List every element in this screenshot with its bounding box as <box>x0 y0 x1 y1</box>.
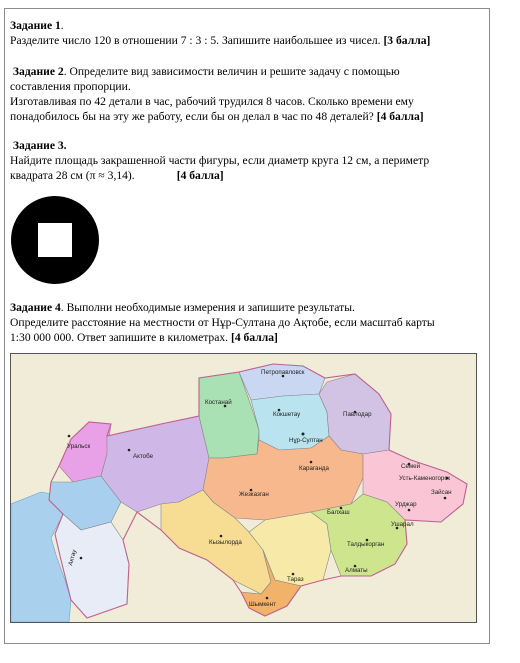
city-aktau: Актау <box>67 548 79 567</box>
city-taldykorgan: Талдыкорган <box>347 541 385 548</box>
city-almaty: Алматы <box>345 567 368 574</box>
task1-block: Задание 1. Разделите число 120 в отношении 7 : 3 : 5. Запишите наибольшее из чисел. [3 балла] <box>10 19 431 47</box>
city-dot <box>220 535 223 538</box>
task4-points: [4 балла] <box>230 331 278 344</box>
map-svg <box>11 354 476 622</box>
task2-block <box>10 64 490 124</box>
task1-heading: Задание 1 <box>10 19 61 32</box>
task3-points: [4 балла] <box>176 169 224 182</box>
city-kostanay: Костанай <box>205 399 232 406</box>
city-nursultan: Нұр-Султан <box>289 437 323 444</box>
task1-points: [3 балла] <box>383 34 431 47</box>
task2-line2: составления пропорции. <box>10 80 131 93</box>
city-pavlodar: Павлодар <box>343 411 372 418</box>
task4-line3: 1:30 000 000. Ответ запишите в километрах. <box>10 331 231 344</box>
task3-block <box>10 138 490 183</box>
city-dot <box>408 509 411 512</box>
city-dot <box>310 461 313 464</box>
task4-line1: . Выполни необходимые измерения и запишите результаты. <box>60 301 355 314</box>
task3-line1: Найдите площадь закрашенной части фигуры, если диаметр круга 12 см, а периметр <box>10 154 430 167</box>
city-urdzhar: Урджар <box>395 501 417 508</box>
city-karaganda: Караганда <box>299 465 329 472</box>
city-usharal: Ушарал <box>391 521 414 528</box>
task2-points: [4 балла] <box>376 110 424 123</box>
city-aktobe: Актобе <box>133 453 154 460</box>
task4-line2: Определите расстояние на местности от Нұр-Султана до Ақтобе, если масштаб карты <box>10 316 435 329</box>
city-zaysan: Зайсан <box>431 489 452 496</box>
kazakhstan-map <box>10 353 477 623</box>
city-kyzylorda: Кызылорда <box>209 539 242 546</box>
task2-line3: Изготавливая по 42 детали в час, рабочий трудился 8 часов. Сколько времени ему <box>10 95 414 108</box>
city-dot <box>444 497 447 500</box>
square-hole <box>38 223 72 257</box>
task2-line4: понадобилось бы на эту же работу, если бы он делал в час по 48 деталей? <box>10 110 377 123</box>
task1-text: Разделите число 120 в отношении 7 : 3 : 5. Запишите наибольшее из чисел. <box>10 34 384 47</box>
city-uralsk: Уральск <box>67 443 91 450</box>
city-balkhash: Балхаш <box>327 509 350 516</box>
circle-with-square-figure <box>10 195 100 285</box>
city-dot <box>68 435 71 438</box>
city-zhezkazgan: Жезказган <box>239 491 269 498</box>
task2-heading: Задание 2 <box>12 65 64 78</box>
city-dot <box>266 597 269 600</box>
task2-line1: . Определите вид зависимости величин и решите задачу с помощью <box>63 65 400 78</box>
task3-line2: квадрата 28 см (π ≈ 3,14). <box>10 169 135 182</box>
city-shymkent: Шымкент <box>249 601 276 608</box>
task3-heading: Задание 3. <box>12 139 67 152</box>
city-petropavlovsk: Петропавловск <box>261 369 305 376</box>
city-taraz: Тараз <box>287 576 304 583</box>
city-dot <box>292 573 295 576</box>
city-dot <box>128 449 131 452</box>
city-kokshetau: Кокшетау <box>273 411 301 418</box>
city-semey: Семей <box>401 463 421 470</box>
task4-block <box>10 300 490 345</box>
city-dot <box>302 433 305 436</box>
city-dot <box>80 557 83 560</box>
city-ust-kamenogorsk: Усть-Каменогорск <box>399 475 451 482</box>
task4-heading: Задание 4 <box>10 301 61 314</box>
